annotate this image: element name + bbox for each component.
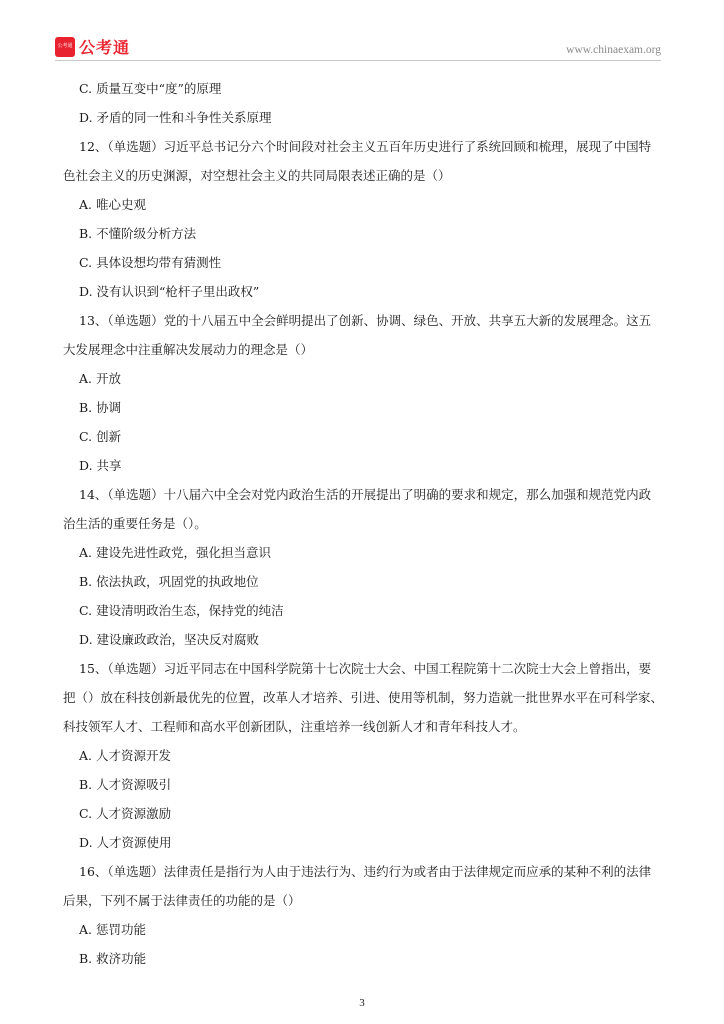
answer-option: A. 唯心史观 [79, 197, 146, 212]
answer-option: C. 质量互变中“度”的原理 [79, 81, 222, 96]
question-text-continued: 治生活的重要任务是（）。 [63, 516, 207, 531]
question-text-continued: 科技领军人才、工程师和高水平创新团队，注重培养一线创新人才和青年科技人才。 [63, 719, 526, 734]
answer-option: C. 具体设想均带有猜测性 [79, 255, 222, 270]
header-divider [55, 60, 661, 61]
answer-option: A. 人才资源开发 [79, 748, 171, 763]
answer-option: C. 人才资源激励 [79, 806, 172, 821]
question-text-continued: 后果，下列不属于法律责任的功能的是（） [63, 893, 301, 908]
question-text: 16、（单选题）法律责任是指行为人由于违法行为、违约行为或者由于法律规定而应承的某种不利的法律 [79, 864, 652, 879]
page-number: 3 [359, 997, 365, 1009]
logo-text: 公考通 [79, 38, 131, 57]
question-text-continued: 色社会主义的历史渊源，对空想社会主义的共同局限表述正确的是（） [63, 168, 451, 183]
answer-option: D. 共享 [79, 458, 122, 473]
logo [55, 35, 130, 58]
answer-option: C. 创新 [79, 429, 122, 444]
site-url: www.chinaexam.org [566, 44, 661, 56]
answer-option: B. 协调 [79, 400, 122, 415]
answer-option: D. 没有认识到“枪杆子里出政权” [79, 284, 260, 299]
answer-option: C. 建设清明政治生态，保持党的纯洁 [79, 603, 284, 618]
question-text: 15、（单选题）习近平同志在中国科学院第十七次院士大会、中国工程院第十二次院士大会上曾指出，要 [79, 661, 652, 676]
question-text-continued: 大发展理念中注重解决发展动力的理念是（） [63, 342, 314, 357]
question-text: 12、（单选题）习近平总书记分六个时间段对社会主义五百年历史进行了系统回顾和梳理，展现了中国特 [79, 139, 652, 154]
page-header [0, 0, 724, 64]
answer-option: B. 依法执政，巩固党的执政地位 [79, 574, 259, 589]
answer-option: A. 惩罚功能 [79, 922, 146, 937]
answer-option: D. 矛盾的同一性和斗争性关系原理 [79, 110, 272, 125]
answer-option: D. 建设廉政政治，坚决反对腐败 [79, 632, 260, 647]
answer-option: B. 救济功能 [79, 951, 147, 966]
document-body [63, 74, 673, 973]
question-text-continued: 把（）放在科技创新最优先的位置，改革人才培养、引进、使用等机制，努力造就一批世界水平在可科学家、 [63, 690, 664, 705]
answer-option: A. 建设先进性政党，强化担当意识 [79, 545, 271, 560]
answer-option: B. 人才资源吸引 [79, 777, 172, 792]
answer-option: A. 开放 [79, 371, 121, 386]
question-text: 13、（单选题）党的十八届五中全会鲜明提出了创新、协调、绿色、开放、共享五大新的发展理念。这五 [79, 313, 652, 328]
logo-badge-icon: 公考通 [55, 37, 75, 57]
answer-option: B. 不懂阶级分析方法 [79, 226, 197, 241]
answer-option: D. 人才资源使用 [79, 835, 172, 850]
question-text: 14、（单选题）十八届六中全会对党内政治生活的开展提出了明确的要求和规定，那么加强和规范党内政 [79, 487, 652, 502]
